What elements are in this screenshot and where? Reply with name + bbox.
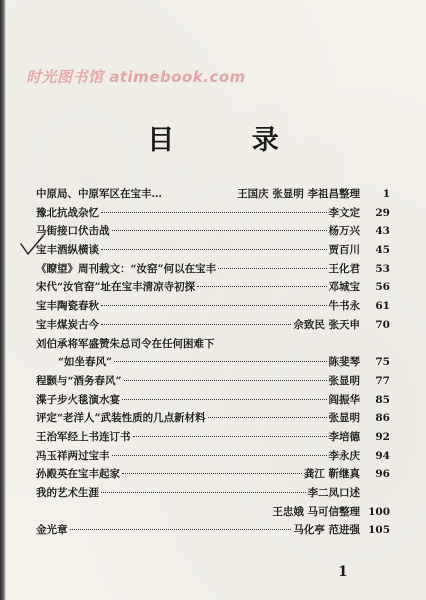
toc-entry-title: 程颢与“酒务春风”	[36, 374, 122, 387]
toc-entry-author: 李永庆	[328, 449, 360, 462]
toc-entry-author: 杨万兴	[328, 225, 360, 238]
toc-entry-page: 61	[375, 300, 390, 313]
toc-entry-title: 我的艺术生涯	[36, 487, 99, 499]
toc-entry-author: 佘致民 张天申	[293, 318, 360, 331]
toc-entry-author: 李二凤口述	[307, 487, 360, 499]
toc-entry-title: 金光章	[36, 524, 68, 537]
toc-entry	[36, 485, 390, 504]
toc-entry	[36, 186, 390, 205]
toc-entry-title: 宝丰酒纵横谈	[36, 244, 99, 257]
toc-entry	[36, 448, 390, 467]
toc-entry	[36, 504, 390, 523]
toc-entry-title: 宝丰陶瓷春秋	[36, 300, 99, 313]
toc-entry-page: 77	[375, 374, 390, 387]
toc-entry-page: 29	[375, 206, 390, 219]
toc-entry	[36, 298, 390, 317]
toc-entry	[36, 354, 390, 373]
toc-dot-leader	[122, 399, 327, 400]
toc-entry	[36, 242, 390, 261]
toc-entry	[36, 522, 390, 541]
toc-entry-author: 阎振华	[328, 393, 360, 406]
toc-entry-author: 王化君	[328, 262, 360, 275]
page-number: 1	[338, 564, 348, 580]
toc-entry	[36, 410, 390, 429]
toc-dot-leader	[124, 380, 327, 381]
toc-dot-leader	[101, 324, 291, 325]
toc-entry	[36, 392, 390, 411]
toc-entry	[36, 336, 390, 355]
toc-entry-author: 张显明	[328, 374, 360, 387]
toc-entry-page: 53	[375, 262, 390, 275]
toc-entry-author: 陈斐琴	[328, 356, 360, 369]
toc-entry-author: 龚江 靳继真	[303, 468, 360, 481]
toc-entry-author: 李培德	[328, 430, 360, 443]
toc-dot-leader	[133, 436, 327, 437]
toc-entry-page: 1	[382, 188, 390, 200]
toc-entry-page: 70	[375, 318, 390, 331]
toc-dot-leader	[218, 268, 326, 269]
toc-entry-page: 105	[368, 524, 390, 537]
toc-entry	[36, 279, 390, 298]
toc-entry-author: 王忠娥 马可信整理	[272, 505, 360, 518]
toc-entry	[36, 373, 390, 392]
watermark-text: 时光图书馆 atimebook.com	[26, 68, 246, 86]
toc-entry-title: “如坐春风”	[58, 356, 113, 369]
toc-entry-page: 43	[375, 225, 390, 238]
page-binding-edge	[0, 0, 6, 600]
toc-entry-page: 92	[375, 430, 390, 443]
toc-entry-title: 马街接口伏击战	[36, 225, 110, 238]
toc-entry-title: 王治军经上书连订书	[36, 430, 131, 443]
toc-entry-page: 86	[375, 412, 390, 425]
toc-entry-title: 冯玉祥两过宝丰	[36, 449, 110, 462]
toc-entry-title: 中原局、中原军区在宝丰…	[36, 188, 162, 200]
toc-entry-page: 75	[375, 356, 390, 369]
toc-entry	[36, 466, 390, 485]
toc-dot-leader	[112, 230, 327, 231]
toc-entry-title: 评定“老洋人”武装性质的几点新材料	[36, 412, 206, 425]
toc-entry	[36, 223, 390, 242]
toc-entry-title: 刘伯承将军盛赞朱总司令在任何困难下	[36, 337, 215, 350]
toc-entry	[36, 317, 390, 336]
toc-entry-author: 邓城宝	[328, 281, 360, 294]
toc-dot-leader	[208, 417, 327, 418]
toc-dot-leader	[101, 249, 327, 250]
toc-entry-author: 牛书永	[328, 300, 360, 313]
toc-entry-title: 孙殿英在宝丰起家	[36, 468, 120, 481]
toc-entry	[36, 205, 390, 224]
toc-entry-author: 张显明	[328, 412, 360, 425]
toc-dot-leader	[122, 473, 302, 474]
toc-entry	[36, 429, 390, 448]
toc-entry-author: 王国庆 张显明 李祖昌整理	[237, 188, 360, 200]
toc-entry-title: 宋代“汝官窑”址在宝丰清凉寺初探	[36, 281, 196, 294]
toc-dot-leader	[101, 305, 327, 306]
toc-entry-title: 渫子步火毯演水宴	[36, 393, 120, 406]
toc-entry-title: 豫北抗战杂忆	[36, 206, 99, 219]
toc-entry-page: 85	[375, 393, 390, 406]
toc-dot-leader	[101, 212, 327, 213]
toc-dot-leader	[114, 361, 326, 362]
toc-entry-page: 56	[375, 281, 390, 294]
toc-dot-leader	[112, 455, 327, 456]
toc-dot-leader	[101, 492, 306, 493]
table-of-contents	[36, 186, 390, 541]
toc-entry-page: 45	[375, 244, 390, 257]
toc-entry-page: 96	[375, 468, 390, 481]
toc-entry	[36, 261, 390, 280]
toc-entry-author: 李文定	[328, 206, 360, 219]
toc-dot-leader	[70, 529, 292, 530]
toc-entry-author: 马化亭 范进强	[293, 524, 360, 537]
toc-dot-leader	[197, 286, 326, 287]
toc-entry-title: 《瞭望》周刊载文：“汝窑”何以在宝丰	[36, 262, 217, 275]
toc-entry-page: 94	[375, 449, 390, 462]
toc-entry-author: 贾百川	[328, 244, 360, 257]
toc-entry-page: 100	[368, 505, 390, 518]
toc-entry-title: 宝丰煤炭古今	[36, 318, 99, 331]
page-title: 目 录	[147, 125, 313, 156]
